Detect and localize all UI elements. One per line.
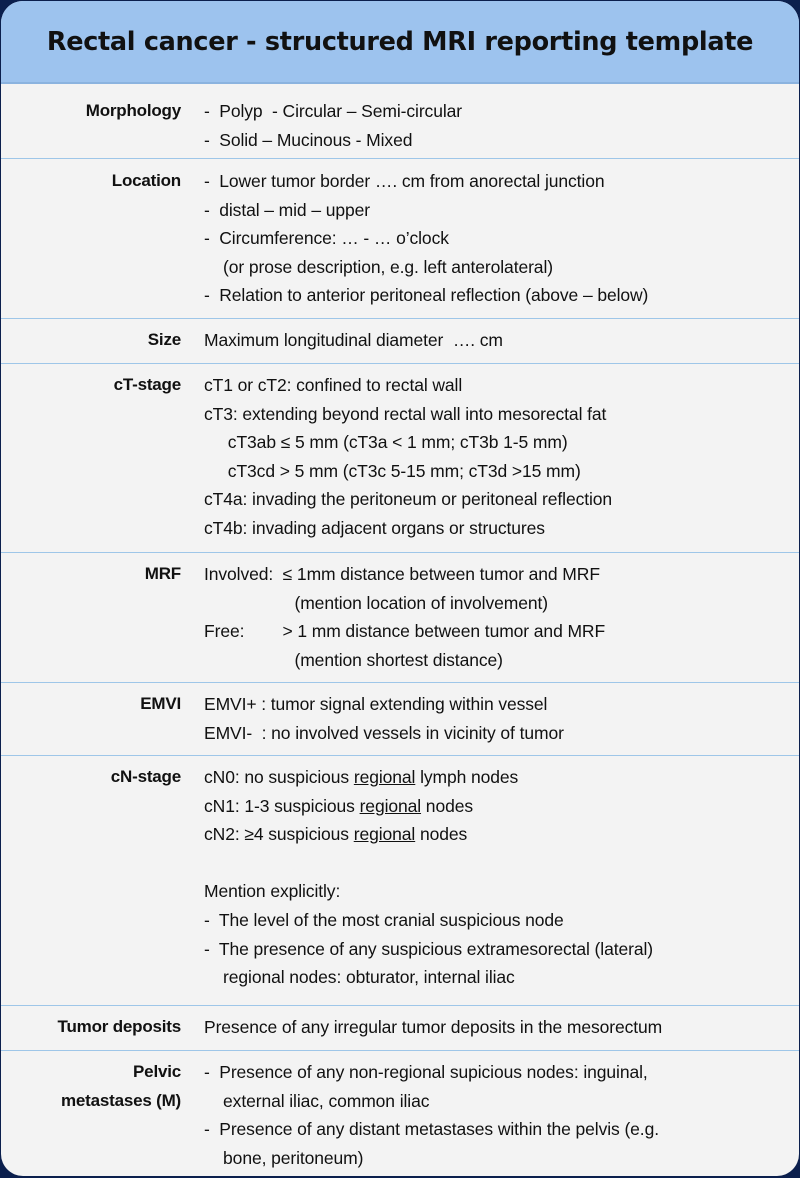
content-line: Maximum longitudinal diameter …. cm [204,330,503,350]
content-line: Involved: ≤ 1mm distance between tumor and MRF [204,564,600,584]
text-fragment: nodes [421,795,473,816]
content-line: - The level of the most cranial suspicious node [204,909,564,930]
content-line: - The presence of any suspicious extramesorectal (lateral) [204,938,653,959]
section-emvi [1,683,799,756]
section-content [181,560,799,682]
content-line: - Solid – Mucinous - Mixed [204,129,413,150]
content-line: Mention explicitly: [204,881,341,902]
section-content [181,371,799,552]
content-line: cT3cd > 5 mm (cT3c 5-15 mm; cT3d >15 mm) [204,460,581,481]
content-line: EMVI- : no involved vessels in vicinity of tumor [204,722,564,743]
section-label: cN-stage [110,767,181,786]
section-content [181,167,799,318]
content-line: cT3: extending beyond rectal wall into mesorectal fat [204,403,607,424]
underlined-text: regional [359,795,422,816]
section-content [181,1013,799,1050]
content-line [204,763,799,792]
section-label: Tumor deposits [57,1017,181,1036]
section-label: cT-stage [113,375,181,394]
section-cn-stage [1,756,799,1006]
section-label: EMVI [140,694,181,713]
label-line: metastases (M) [60,1090,181,1110]
text-fragment: lymph nodes [415,767,519,787]
section-tumor-deposits [1,1006,799,1051]
section-content [181,326,799,363]
content-line: (or prose description, e.g. left anterolateral) [204,256,553,277]
content-line: EMVI+ : tumor signal extending within vessel [204,694,548,714]
section-label: MRF [144,564,181,583]
section-content [181,763,799,1005]
content-line: cT4b: invading adjacent organs or structures [204,517,545,538]
report-template-card [1,1,799,1176]
section-label: Location [111,171,181,190]
content-line: - Polyp - Circular – Semi-circular [204,101,462,121]
content-line: cT3ab ≤ 5 mm (cT3a < 1 mm; cT3b 1-5 mm) [204,432,568,453]
page-title: Rectal cancer - structured MRI reporting template [46,26,754,57]
content-line [204,820,799,849]
content-line: - Lower tumor border …. cm from anorectal junction [204,171,605,191]
text-fragment: cN2: ≥4 suspicious [204,824,354,845]
section-label: Size [147,330,181,349]
section-content [181,1058,799,1176]
text-fragment: cN0: no suspicious [204,767,354,787]
section-pelvic-metastases [1,1051,799,1176]
content-line: - Presence of any non-regional supicious nodes: inguinal, [204,1062,648,1082]
content-line: - Presence of any distant metastases within the pelvis (e.g. [204,1119,659,1140]
text-fragment: nodes [415,824,468,845]
content-line: external iliac, common iliac [204,1090,430,1111]
blank-line [204,849,799,878]
section-ct-stage [1,364,799,553]
section-location [1,159,799,319]
underlined-text: regional [353,824,416,845]
section-size [1,319,799,364]
section-mrf [1,553,799,683]
content-line: cT1 or cT2: confined to rectal wall [204,375,463,395]
content-line: bone, peritoneum) [204,1147,364,1168]
content-line: (mention shortest distance) [204,649,503,670]
content-line: Free: > 1 mm distance between tumor and MRF [204,621,606,642]
section-morphology [1,84,799,159]
content-line: regional nodes: obturator, internal iliac [204,967,515,988]
content-line: - Relation to anterior peritoneal reflection (above – below) [204,285,649,306]
content-line: - Circumference: … - … o’clock [204,228,449,249]
content-line: (mention location of involvement) [204,592,548,613]
underlined-text: regional [353,767,416,787]
section-content [181,690,799,755]
content-line: - distal – mid – upper [204,199,370,220]
content-line: cT4a: invading the peritoneum or peritoneal reflection [204,489,613,510]
section-label: Morphology [85,101,181,120]
text-fragment: cN1: 1-3 suspicious [204,795,360,816]
content-line [204,792,799,821]
section-label [1,1058,181,1176]
title-bar [1,1,799,84]
section-content [181,97,799,158]
content-line: Presence of any irregular tumor deposits in the mesorectum [204,1017,663,1037]
label-line: Pelvic [133,1062,181,1081]
